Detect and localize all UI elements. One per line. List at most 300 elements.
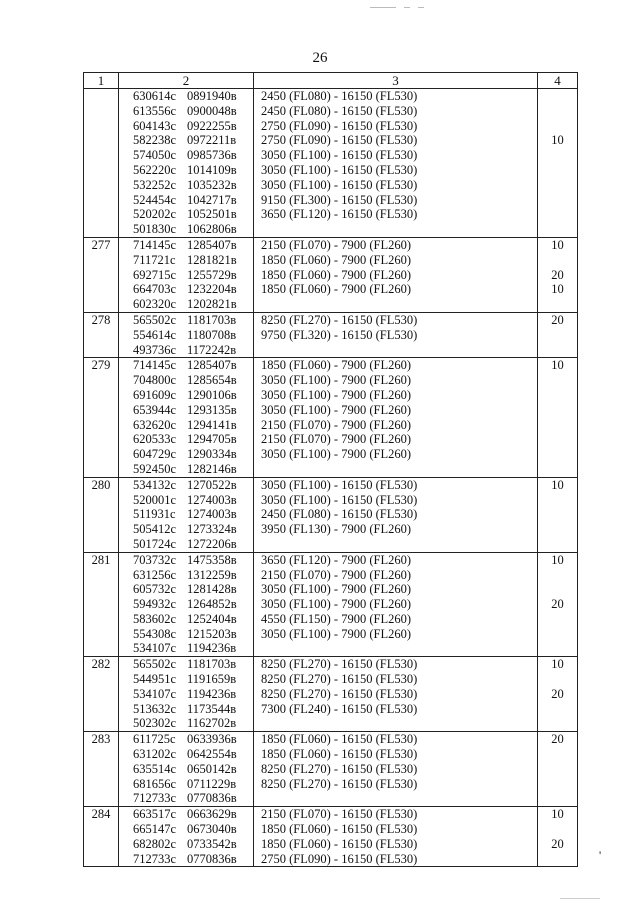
latitude: 613556с	[133, 103, 177, 118]
value	[538, 119, 577, 134]
altitude-range	[261, 343, 537, 358]
longitude: 1264852в	[187, 597, 237, 612]
zone-number: 283	[84, 732, 119, 807]
coordinate-pair	[133, 553, 253, 568]
latitude: 653944с	[133, 402, 177, 417]
longitude: 0642554в	[187, 747, 237, 762]
altitude-range: 3050 (FL100) - 16150 (FL530)	[261, 162, 418, 177]
altitude-range: 9750 (FL320) - 16150 (FL530)	[261, 327, 418, 342]
latitude: 493736с	[133, 342, 177, 357]
coordinate-pair	[133, 641, 253, 656]
altitude-range: 3050 (FL100) - 16150 (FL530)	[261, 177, 418, 192]
value	[538, 568, 577, 583]
altitude-range: 8250 (FL270) - 16150 (FL530)	[261, 686, 418, 701]
altitude-cell	[254, 807, 538, 867]
longitude: 1274003в	[187, 507, 237, 522]
latitude: 594932с	[133, 597, 177, 612]
value	[538, 762, 577, 777]
latitude: 664703с	[133, 282, 177, 297]
longitude: 1294141в	[187, 417, 237, 432]
coordinate-pair	[133, 852, 253, 867]
altitude-cell	[254, 89, 538, 238]
latitude: 520202с	[133, 207, 177, 222]
altitude-range: 8250 (FL270) - 16150 (FL530)	[261, 776, 418, 791]
value-cell	[538, 552, 578, 657]
coordinate-pair	[133, 328, 253, 343]
coordinates-cell	[119, 657, 254, 732]
longitude: 1052501в	[187, 207, 237, 222]
longitude: 1285654в	[187, 373, 237, 388]
altitude-range: 2150 (FL070) - 7900 (FL260)	[261, 432, 411, 447]
table-row	[84, 312, 578, 357]
altitude-range: 1850 (FL060) - 7900 (FL260)	[261, 358, 411, 373]
value	[538, 627, 577, 642]
altitude-range: 4550 (FL150) - 7900 (FL260)	[261, 611, 411, 626]
latitude: 501724с	[133, 536, 177, 551]
coordinates-cell	[119, 552, 254, 657]
altitude-range: 2150 (FL070) - 7900 (FL260)	[261, 237, 411, 252]
value	[538, 447, 577, 462]
latitude: 505412с	[133, 522, 177, 537]
coordinate-pair	[133, 313, 253, 328]
value: 10	[551, 282, 564, 297]
value	[538, 522, 577, 537]
longitude: 0972211в	[187, 133, 237, 148]
latitude: 562220с	[133, 162, 177, 177]
corner-mark: '	[599, 848, 602, 862]
value	[538, 822, 577, 837]
coordinates-cell	[119, 89, 254, 238]
zone-number: 282	[84, 657, 119, 732]
altitude-range: 1850 (FL060) - 16150 (FL530)	[261, 732, 418, 747]
value	[538, 148, 577, 163]
value	[538, 777, 577, 792]
coordinate-pair	[133, 537, 253, 552]
coordinates-cell	[119, 732, 254, 807]
altitude-range: 1850 (FL060) - 16150 (FL530)	[261, 747, 418, 762]
altitude-range: 3950 (FL130) - 7900 (FL260)	[261, 522, 411, 537]
altitude-range: 8250 (FL270) - 16150 (FL530)	[261, 761, 418, 776]
latitude: 565502с	[133, 657, 177, 672]
coordinate-pair	[133, 388, 253, 403]
value: 10	[551, 133, 564, 148]
zone-number: 280	[84, 477, 119, 552]
coordinate-pair	[133, 791, 253, 806]
latitude: 631202с	[133, 747, 177, 762]
table-body	[84, 89, 578, 867]
longitude: 0650142в	[187, 761, 237, 776]
coordinate-pair	[133, 373, 253, 388]
latitude: 703732с	[133, 552, 177, 567]
value	[538, 582, 577, 597]
longitude: 0985736в	[187, 148, 237, 163]
latitude: 534132с	[133, 477, 177, 492]
coordinate-pair	[133, 732, 253, 747]
altitude-range	[261, 297, 537, 312]
latitude: 632620с	[133, 417, 177, 432]
altitude-range: 2750 (FL090) - 16150 (FL530)	[261, 133, 418, 148]
page-number: 26	[312, 50, 328, 66]
longitude: 1191659в	[187, 672, 237, 687]
altitude-range: 2450 (FL080) - 16150 (FL530)	[261, 103, 418, 118]
latitude: 532252с	[133, 177, 177, 192]
longitude: 1181703в	[187, 312, 237, 327]
table-row	[84, 732, 578, 807]
altitude-range: 2150 (FL070) - 7900 (FL260)	[261, 417, 411, 432]
altitude-range: 3050 (FL100) - 16150 (FL530)	[261, 492, 418, 507]
value	[538, 747, 577, 762]
latitude: 574050с	[133, 148, 177, 163]
altitude-cell	[254, 312, 538, 357]
latitude: 513632с	[133, 701, 177, 716]
coordinate-pair	[133, 163, 253, 178]
coordinate-pair	[133, 207, 253, 222]
longitude: 1172242в	[187, 342, 237, 357]
value	[538, 207, 577, 222]
longitude: 1035232в	[187, 177, 237, 192]
coordinate-pair	[133, 178, 253, 193]
value: 10	[551, 552, 564, 567]
value: 20	[551, 686, 564, 701]
longitude: 1173544в	[187, 701, 237, 716]
coordinate-pair	[133, 612, 253, 627]
longitude: 0663629в	[187, 807, 237, 822]
latitude: 604143с	[133, 118, 177, 133]
coordinate-pair	[133, 597, 253, 612]
table-row	[84, 237, 578, 312]
altitude-range: 1850 (FL060) - 16150 (FL530)	[261, 822, 418, 837]
table-row	[84, 552, 578, 657]
coordinate-pair	[133, 837, 253, 852]
value	[538, 432, 577, 447]
altitude-range: 2750 (FL090) - 16150 (FL530)	[261, 851, 418, 866]
coordinate-pair	[133, 522, 253, 537]
value: 10	[551, 807, 564, 822]
value	[538, 612, 577, 627]
latitude: 554308с	[133, 626, 177, 641]
coordinate-pair	[133, 582, 253, 597]
value	[538, 163, 577, 178]
coordinate-pair	[133, 507, 253, 522]
coordinates-cell	[119, 477, 254, 552]
longitude: 1042717в	[187, 192, 237, 207]
altitude-range	[261, 537, 537, 552]
coordinate-pair	[133, 657, 253, 672]
altitude-range	[261, 791, 537, 806]
value: 20	[551, 836, 564, 851]
coordinate-pair	[133, 747, 253, 762]
altitude-cell	[254, 657, 538, 732]
table-row	[84, 358, 578, 477]
value: 20	[551, 597, 564, 612]
longitude: 0891940в	[187, 89, 237, 103]
altitude-range: 3050 (FL100) - 7900 (FL260)	[261, 447, 411, 462]
coordinate-pair	[133, 432, 253, 447]
value	[538, 297, 577, 312]
latitude: 711721с	[133, 252, 176, 267]
latitude: 534107с	[133, 686, 177, 701]
value-cell	[538, 89, 578, 238]
altitude-range: 3050 (FL100) - 7900 (FL260)	[261, 402, 411, 417]
altitude-range: 1850 (FL060) - 7900 (FL260)	[261, 252, 411, 267]
latitude: 582238с	[133, 133, 177, 148]
value: 10	[551, 657, 564, 672]
altitude-range: 2450 (FL080) - 16150 (FL530)	[261, 89, 418, 103]
longitude: 1180708в	[187, 327, 237, 342]
longitude: 1232204в	[187, 282, 237, 297]
zone-number: 284	[84, 807, 119, 867]
longitude: 0922255в	[187, 118, 237, 133]
value	[538, 716, 577, 731]
coordinate-pair	[133, 403, 253, 418]
longitude: 0733542в	[187, 836, 237, 851]
altitude-cell	[254, 358, 538, 477]
value	[538, 328, 577, 343]
longitude: 0633936в	[187, 732, 237, 747]
altitude-range: 3050 (FL100) - 16150 (FL530)	[261, 477, 418, 492]
latitude: 524454с	[133, 192, 177, 207]
value	[538, 493, 577, 508]
altitude-cell	[254, 552, 538, 657]
altitude-range: 1850 (FL060) - 7900 (FL260)	[261, 267, 411, 282]
altitude-range: 8250 (FL270) - 16150 (FL530)	[261, 312, 418, 327]
longitude: 1272206в	[187, 536, 237, 551]
altitude-range: 3650 (FL120) - 16150 (FL530)	[261, 207, 418, 222]
longitude: 1281428в	[187, 582, 237, 597]
value	[538, 462, 577, 477]
longitude: 1290334в	[187, 447, 237, 462]
coordinate-pair	[133, 193, 253, 208]
table-row	[84, 89, 578, 238]
longitude: 1062806в	[187, 222, 237, 237]
coordinate-pair	[133, 104, 253, 119]
longitude: 1294705в	[187, 432, 237, 447]
value	[538, 89, 577, 104]
longitude: 0900048в	[187, 103, 237, 118]
latitude: 534107с	[133, 641, 177, 656]
latitude: 663517с	[133, 807, 177, 822]
altitude-range: 3650 (FL120) - 7900 (FL260)	[261, 552, 411, 567]
value	[538, 852, 577, 867]
altitude-range: 2750 (FL090) - 16150 (FL530)	[261, 118, 418, 133]
latitude: 665147с	[133, 822, 177, 837]
coordinate-pair	[133, 687, 253, 702]
latitude: 511931с	[133, 507, 176, 522]
value	[538, 388, 577, 403]
altitude-range: 3050 (FL100) - 7900 (FL260)	[261, 373, 411, 388]
value	[538, 253, 577, 268]
latitude: 704800с	[133, 373, 177, 388]
latitude: 583602с	[133, 611, 177, 626]
latitude: 611725с	[133, 732, 176, 747]
altitude-range: 3050 (FL100) - 16150 (FL530)	[261, 148, 418, 163]
zone-number: 277	[84, 237, 119, 312]
value	[538, 222, 577, 237]
latitude: 630614с	[133, 89, 177, 103]
latitude: 502302с	[133, 716, 177, 731]
scan-edge-line	[560, 898, 600, 899]
coordinate-pair	[133, 238, 253, 253]
altitude-cell	[254, 732, 538, 807]
coordinate-pair	[133, 762, 253, 777]
coordinate-pair	[133, 462, 253, 477]
latitude: 602320с	[133, 297, 177, 312]
longitude: 1162702в	[187, 716, 237, 731]
altitude-range: 7300 (FL240) - 16150 (FL530)	[261, 701, 418, 716]
coordinate-pair	[133, 297, 253, 312]
value	[538, 418, 577, 433]
coordinates-cell	[119, 237, 254, 312]
value	[538, 403, 577, 418]
coordinates-cell	[119, 312, 254, 357]
value: 20	[551, 312, 564, 327]
coordinate-pair	[133, 148, 253, 163]
zone-number: 281	[84, 552, 119, 657]
value	[538, 104, 577, 119]
zone-number: 279	[84, 358, 119, 477]
column-header: 2	[119, 73, 254, 89]
coordinate-pair	[133, 716, 253, 731]
coordinate-pair	[133, 133, 253, 148]
altitude-range: 8250 (FL270) - 16150 (FL530)	[261, 657, 418, 672]
latitude: 544951с	[133, 672, 177, 687]
coordinate-pair	[133, 343, 253, 358]
longitude: 0770836в	[187, 791, 237, 806]
latitude: 604729с	[133, 447, 177, 462]
longitude: 0711229в	[187, 776, 237, 791]
longitude: 1194236в	[187, 641, 237, 656]
value	[538, 672, 577, 687]
coordinate-pair	[133, 777, 253, 792]
altitude-range	[261, 716, 537, 731]
table-row	[84, 657, 578, 732]
altitude-range	[261, 462, 537, 477]
latitude: 635514с	[133, 761, 177, 776]
latitude: 712733с	[133, 851, 177, 866]
altitude-cell	[254, 477, 538, 552]
longitude: 1014109в	[187, 162, 237, 177]
coordinate-pair	[133, 253, 253, 268]
latitude: 691609с	[133, 387, 177, 402]
latitude: 554614с	[133, 327, 177, 342]
altitude-range: 2450 (FL080) - 16150 (FL530)	[261, 507, 418, 522]
longitude: 1252404в	[187, 611, 237, 626]
altitude-cell	[254, 237, 538, 312]
altitude-range: 2150 (FL070) - 7900 (FL260)	[261, 567, 411, 582]
longitude: 1312259в	[187, 567, 237, 582]
latitude: 605732с	[133, 582, 177, 597]
value-cell	[538, 477, 578, 552]
zone-number	[84, 89, 119, 238]
value-cell	[538, 312, 578, 357]
coordinate-pair	[133, 702, 253, 717]
coordinate-pair	[133, 358, 253, 373]
latitude: 714145с	[133, 358, 177, 373]
value: 20	[551, 267, 564, 282]
latitude: 714145с	[133, 237, 177, 252]
longitude: 0673040в	[187, 822, 237, 837]
longitude: 1194236в	[187, 686, 237, 701]
table-row	[84, 807, 578, 867]
value-cell	[538, 358, 578, 477]
altitude-range	[261, 222, 537, 237]
coordinate-pair	[133, 627, 253, 642]
coordinate-pair	[133, 478, 253, 493]
value	[538, 178, 577, 193]
value	[538, 537, 577, 552]
coordinates-cell	[119, 358, 254, 477]
altitude-range: 8250 (FL270) - 16150 (FL530)	[261, 672, 418, 687]
airspace-table	[83, 72, 578, 867]
zone-number: 278	[84, 312, 119, 357]
latitude: 712733с	[133, 791, 177, 806]
scan-edge-line	[404, 7, 410, 8]
longitude: 1285407в	[187, 358, 237, 373]
latitude: 682802с	[133, 836, 177, 851]
coordinate-pair	[133, 418, 253, 433]
longitude: 1255729в	[187, 267, 237, 282]
value-cell	[538, 237, 578, 312]
value: 10	[551, 237, 564, 252]
latitude: 692715с	[133, 267, 177, 282]
altitude-range: 9150 (FL300) - 16150 (FL530)	[261, 192, 418, 207]
altitude-range: 3050 (FL100) - 7900 (FL260)	[261, 626, 411, 641]
longitude: 1290106в	[187, 387, 237, 402]
column-header: 4	[538, 73, 578, 89]
value	[538, 193, 577, 208]
latitude: 631256с	[133, 567, 177, 582]
value-cell	[538, 807, 578, 867]
altitude-range: 3050 (FL100) - 7900 (FL260)	[261, 597, 411, 612]
coordinate-pair	[133, 447, 253, 462]
coordinate-pair	[133, 282, 253, 297]
altitude-range: 1850 (FL060) - 7900 (FL260)	[261, 282, 411, 297]
coordinates-cell	[119, 807, 254, 867]
coordinate-pair	[133, 222, 253, 237]
latitude: 520001с	[133, 492, 177, 507]
value-cell	[538, 657, 578, 732]
coordinate-pair	[133, 493, 253, 508]
longitude: 1270522в	[187, 477, 237, 492]
value	[538, 702, 577, 717]
altitude-range: 3050 (FL100) - 7900 (FL260)	[261, 387, 411, 402]
longitude: 0770836в	[187, 851, 237, 866]
value	[538, 343, 577, 358]
scan-edge-line	[370, 7, 396, 8]
coordinate-pair	[133, 672, 253, 687]
value: 10	[551, 477, 564, 492]
longitude: 1202821в	[187, 297, 237, 312]
longitude: 1215203в	[187, 626, 237, 641]
table-row	[84, 477, 578, 552]
altitude-range	[261, 641, 537, 656]
coordinate-pair	[133, 822, 253, 837]
altitude-range: 3050 (FL100) - 7900 (FL260)	[261, 582, 411, 597]
value	[538, 507, 577, 522]
value	[538, 373, 577, 388]
column-header: 3	[254, 73, 538, 89]
longitude: 1274003в	[187, 492, 237, 507]
value: 10	[551, 358, 564, 373]
latitude: 620533с	[133, 432, 177, 447]
longitude: 1475358в	[187, 552, 237, 567]
longitude: 1293135в	[187, 402, 237, 417]
value	[538, 641, 577, 656]
longitude: 1285407в	[187, 237, 237, 252]
latitude: 592450с	[133, 461, 177, 476]
altitude-range: 2150 (FL070) - 16150 (FL530)	[261, 807, 418, 822]
latitude: 501830с	[133, 222, 177, 237]
